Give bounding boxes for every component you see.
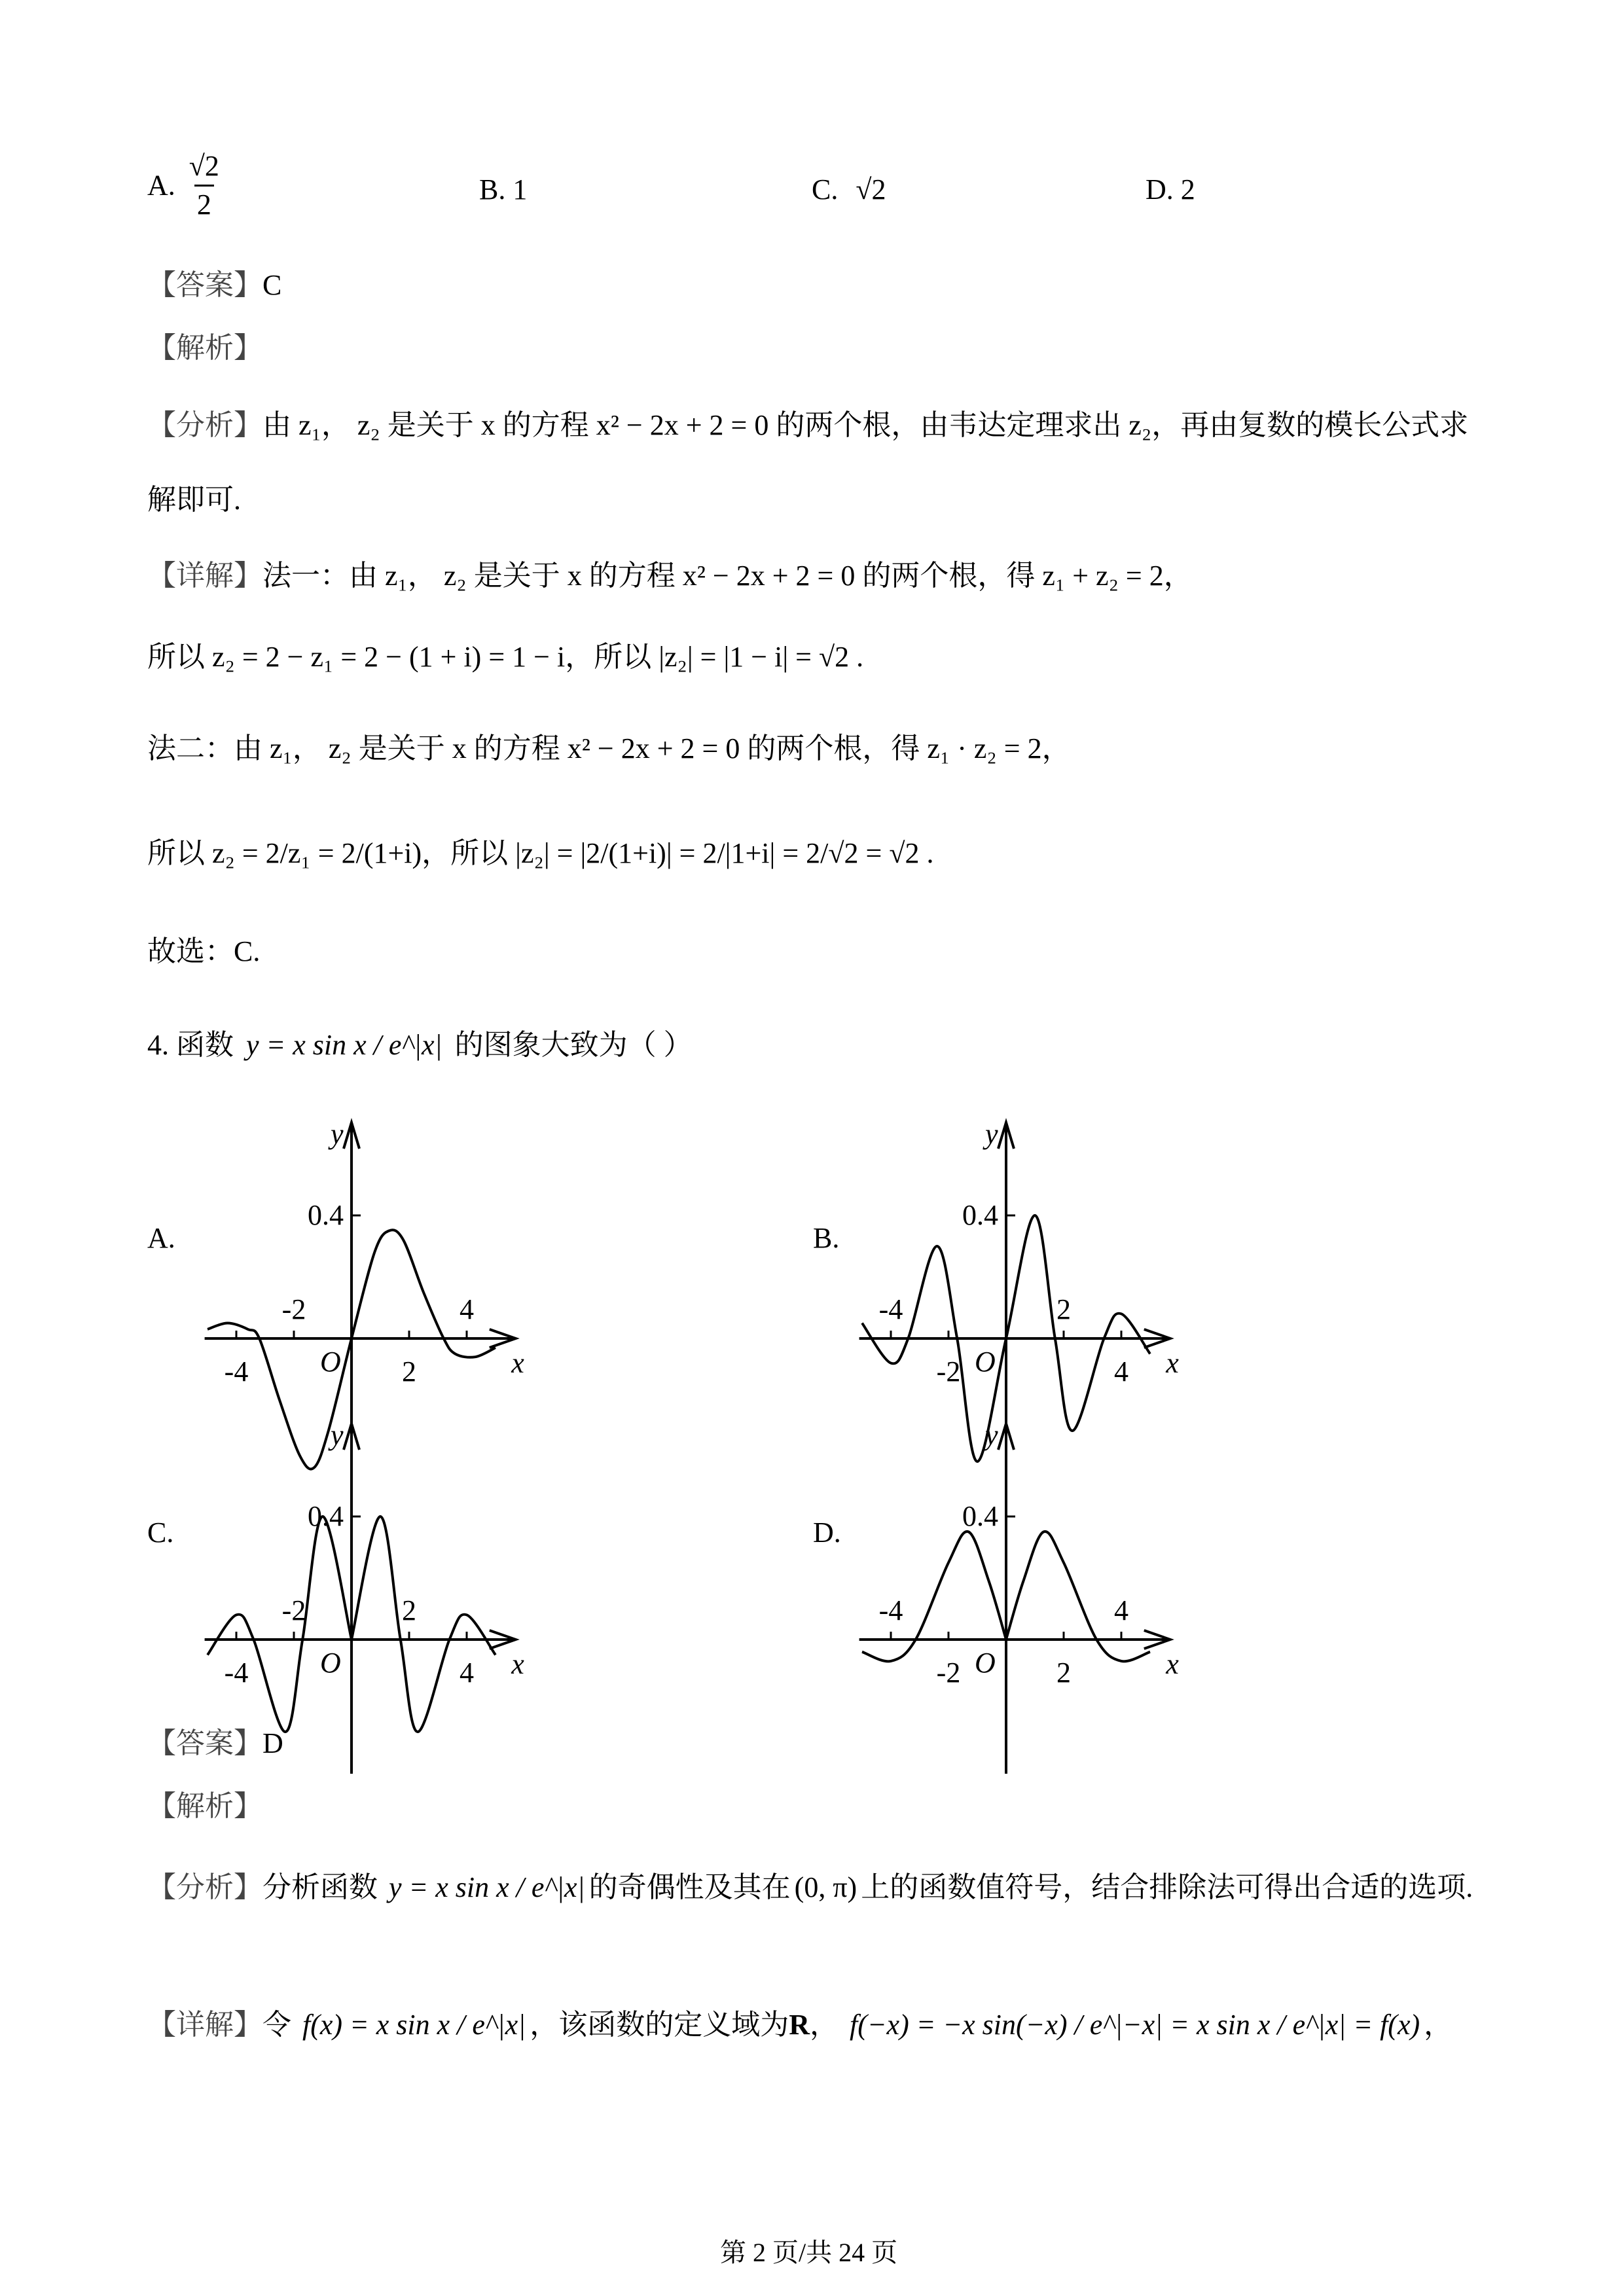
svg-text:-2: -2 xyxy=(281,1293,306,1325)
q3-xiangjie-line1 xyxy=(147,562,1193,590)
svg-text:O: O xyxy=(975,1647,996,1679)
q3-jiexi-tag: 【解析】 xyxy=(147,332,262,364)
svg-text:0.4: 0.4 xyxy=(308,1199,344,1231)
svg-text:y: y xyxy=(331,1118,344,1150)
graph-d-label: D. xyxy=(813,1516,841,1549)
function-graph-svg xyxy=(785,1086,1244,1401)
svg-text:-4: -4 xyxy=(224,1657,249,1689)
option-c-value: √2 xyxy=(856,173,886,206)
q3-option-c: C. √2 xyxy=(812,173,886,206)
svg-text:-4: -4 xyxy=(224,1355,249,1388)
answer-tag: 【答案】 xyxy=(147,1727,262,1759)
q4-xiangjie: 【详解】令 f(x) = x sin x / e^|x| ，该函数的定义域为R， f(−x) = −x sin(−x) / e^|−x| = x sin x / e^|x| = f(x) ， xyxy=(147,2009,1453,2041)
xiangjie-text: 法一：由 z₁， z₂ 是关于 x 的方程 x² − 2x + 2 = 0 的两个根，得 z₁ + z₂ = 2， xyxy=(262,560,1193,592)
q3-conclusion: 故选：C. xyxy=(147,935,261,967)
svg-text:O: O xyxy=(320,1647,341,1679)
svg-text:4: 4 xyxy=(1114,1355,1128,1388)
svg-text:2: 2 xyxy=(1056,1657,1071,1689)
svg-text:2: 2 xyxy=(1056,1293,1071,1325)
function-graph-svg xyxy=(131,1388,589,1702)
answer-value: C xyxy=(262,269,282,301)
option-a-fraction: $\frac{√2}{2}$ xyxy=(189,150,219,221)
f-neg-x: f(−x) = −x sin(−x) / e^|−x| = x sin x / e^|x| = f(x) xyxy=(849,2009,1420,2041)
svg-text:-2: -2 xyxy=(936,1355,961,1388)
svg-text:O: O xyxy=(975,1346,996,1378)
function-graph-svg xyxy=(785,1388,1244,1702)
q4-stem-prefix: 4. 函数 xyxy=(147,1029,234,1061)
q4-formula: y = x sin x / e^|x| xyxy=(246,1029,442,1061)
fenxi-formula: y = x sin x / e^|x| xyxy=(389,1871,585,1903)
xiangjie-tag: 【详解】 xyxy=(147,560,262,592)
q3-option-d: D. 2 xyxy=(1146,173,1195,206)
svg-text:-2: -2 xyxy=(281,1594,306,1626)
q3-option-a xyxy=(147,152,226,219)
graph-a-label: A. xyxy=(147,1222,175,1254)
graph-a xyxy=(131,1086,589,1401)
graph-c-label: C. xyxy=(147,1516,174,1549)
fenxi-tag: 【分析】 xyxy=(147,1871,262,1903)
svg-text:-4: -4 xyxy=(878,1594,903,1626)
svg-text:0.4: 0.4 xyxy=(308,1500,344,1532)
svg-text:2: 2 xyxy=(402,1594,416,1626)
fx-definition: f(x) = x sin x / e^|x| xyxy=(302,2009,526,2041)
svg-text:y: y xyxy=(985,1419,998,1451)
q3-answer xyxy=(147,271,281,300)
graph-d xyxy=(785,1388,1244,1702)
q3-xiangjie-line2: 所以 z₂ = 2 − z₁ = 2 − (1 + i) = 1 − i，所以 |z₂| = |1 − i| = √2 . xyxy=(147,641,864,673)
answer-tag: 【答案】 xyxy=(147,269,262,301)
svg-text:O: O xyxy=(320,1346,341,1378)
svg-text:x: x xyxy=(1166,1347,1179,1379)
svg-text:y: y xyxy=(985,1118,998,1150)
svg-text:x: x xyxy=(511,1648,524,1680)
graph-c xyxy=(131,1388,589,1702)
q3-option-b: B. 1 xyxy=(479,173,528,206)
fenxi-interval: (0, π) xyxy=(794,1871,857,1903)
svg-text:4: 4 xyxy=(460,1657,474,1689)
q4-answer xyxy=(147,1729,283,1758)
page-number: 第 2 页/共 24 页 xyxy=(720,2238,898,2267)
q4-fenxi: 【分析】分析函数 y = x sin x / e^|x| 的奇偶性及其在 (0, π) 上的函数值符号，结合排除法可得出合适的选项. xyxy=(147,1871,1473,1903)
svg-text:y: y xyxy=(331,1419,344,1451)
fenxi-tag: 【分析】 xyxy=(147,409,262,441)
svg-text:x: x xyxy=(1166,1648,1179,1680)
q3-xiangjie-line4: 所以 z₂ = 2/z₁ = 2/(1+i)，所以 |z₂| = |2/(1+i)| = 2/|1+i| = 2/√2 = √2 . xyxy=(147,837,934,869)
q3-xiangjie-line3: 法二：由 z₁， z₂ 是关于 x 的方程 x² − 2x + 2 = 0 的两个根，得 z₁ · z₂ = 2， xyxy=(147,732,1071,764)
svg-text:0.4: 0.4 xyxy=(962,1500,998,1532)
graph-b xyxy=(785,1086,1244,1401)
svg-text:x: x xyxy=(511,1347,524,1379)
svg-text:4: 4 xyxy=(460,1293,474,1325)
svg-text:4: 4 xyxy=(1114,1594,1128,1626)
answer-value: D xyxy=(262,1727,283,1759)
graph-b-label: B. xyxy=(813,1222,840,1254)
function-graph-svg xyxy=(131,1086,589,1401)
fenxi-text: 由 z₁， z₂ 是关于 x 的方程 x² − 2x + 2 = 0 的两个根，由韦达定理求出 z₂，再由复数的模长公式求 xyxy=(262,409,1469,441)
svg-text:-4: -4 xyxy=(878,1293,903,1325)
option-label: A. xyxy=(147,169,175,202)
q4-jiexi-tag: 【解析】 xyxy=(147,1790,262,1822)
q4-stem-suffix: 的图象大致为（ ） xyxy=(454,1029,693,1061)
xiangjie-tag: 【详解】 xyxy=(147,2009,262,2041)
q3-fenxi-line2: 解即可. xyxy=(147,484,241,516)
svg-text:0.4: 0.4 xyxy=(962,1199,998,1231)
q3-fenxi-line1 xyxy=(147,411,1468,440)
svg-text:-2: -2 xyxy=(936,1657,961,1689)
svg-text:2: 2 xyxy=(402,1355,416,1388)
q4-stem xyxy=(147,1031,693,1060)
domain-r: R xyxy=(789,2009,810,2041)
